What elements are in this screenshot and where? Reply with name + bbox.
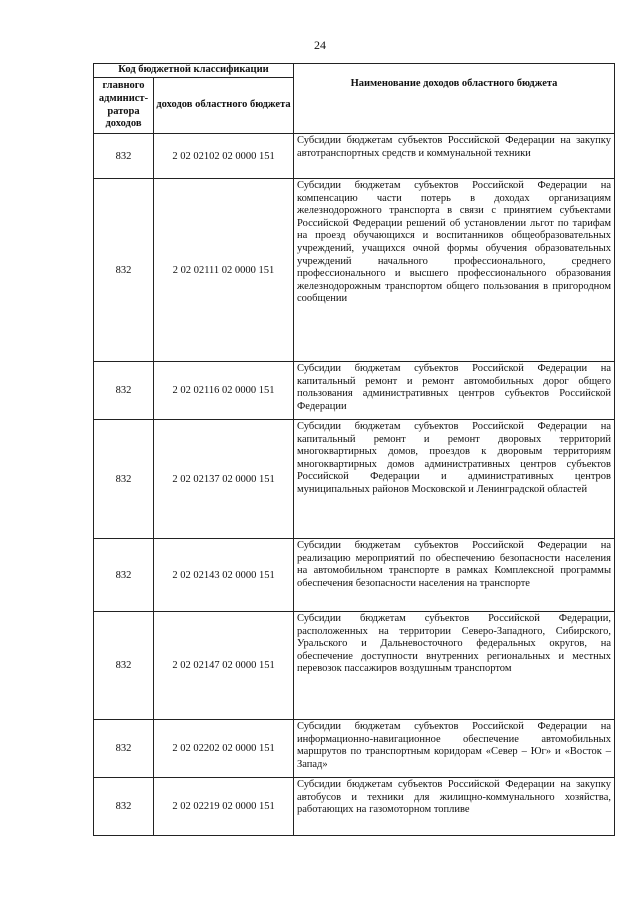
admin-code-cell: 832 [94,362,154,420]
admin-code-cell: 832 [94,134,154,179]
table-row [94,179,615,362]
header-revenue-code: доходов областного бюджета [154,78,294,134]
revenue-code-cell: 2 02 02147 02 0000 151 [154,612,294,720]
table-row [94,420,615,539]
revenue-name-cell: Субсидии бюджетам субъектов Российской Федерации, расположенных на территории Северо-Западного, Сибирского, Уральского и Дальневосточного федеральных округов, на обеспечение доступности внутренних региональных и местных перевозок пассажиров воздушным транспортом [294,612,615,720]
page-number: 24 [314,38,326,52]
revenue-name-cell: Субсидии бюджетам субъектов Российской Федерации на реализацию мероприятий по обеспечению безопасности населения на автомобильном транспорте в рамках Комплексной программы обеспечения безопасности населения на транспорте [294,539,615,612]
revenue-name-cell: Субсидии бюджетам субъектов Российской Федерации на информационно-навигационное обеспечение автомобильных маршрутов по транспортным коридорам «Север – Юг» и «Восток – Запад» [294,720,615,778]
revenue-code-cell: 2 02 02102 02 0000 151 [154,134,294,179]
revenue-name-cell: Субсидии бюджетам субъектов Российской Федерации на закупку автотранспортных средств и коммунальной техники [294,134,615,179]
revenue-code-cell: 2 02 02143 02 0000 151 [154,539,294,612]
admin-code-cell: 832 [94,720,154,778]
admin-code-cell: 832 [94,539,154,612]
header-admin-code: главного админист-ратора доходов [94,78,154,134]
table-row [94,134,615,179]
table-row [94,612,615,720]
header-budget-classification: Код бюджетной классификации [94,64,294,78]
revenue-code-cell: 2 02 02219 02 0000 151 [154,778,294,836]
revenue-name-cell: Субсидии бюджетам субъектов Российской Федерации на капитальный ремонт и ремонт автомобильных дорог общего пользования административных центров субъектов Российской Федерации [294,362,615,420]
revenue-code-cell: 2 02 02137 02 0000 151 [154,420,294,539]
header-revenue-name: Наименование доходов областного бюджета [294,64,615,134]
table-row [94,720,615,778]
revenue-code-cell: 2 02 02111 02 0000 151 [154,179,294,362]
admin-code-cell: 832 [94,778,154,836]
table-row [94,362,615,420]
revenue-name-cell: Субсидии бюджетам субъектов Российской Федерации на капитальный ремонт и ремонт дворовых территорий многоквартирных домов, проездов к дворовым территориям многоквартирных домов административных центров субъектов Российской Федерации и административных центров муниципальных районов Московской и Ленинградской областей [294,420,615,539]
admin-code-cell: 832 [94,179,154,362]
budget-codes-table [93,63,615,836]
revenue-code-cell: 2 02 02116 02 0000 151 [154,362,294,420]
admin-code-cell: 832 [94,420,154,539]
revenue-name-cell: Субсидии бюджетам субъектов Российской Федерации на закупку автобусов и техники для жилищно-коммунального хозяйства, работающих на газомоторном топливе [294,778,615,836]
table-row [94,539,615,612]
revenue-code-cell: 2 02 02202 02 0000 151 [154,720,294,778]
table-row [94,778,615,836]
admin-code-cell: 832 [94,612,154,720]
revenue-name-cell: Субсидии бюджетам субъектов Российской Федерации на компенсацию части потерь в доходах организациям железнодорожного транспорта в связи с принятием субъектами Российской Федерации решений об установлении льгот по тарифам на проезд обучающихся и воспитанников общеобразовательных учреждений, учащихся очной формы обучения образовательных учреждений начального профессионального, среднего профессионального и высшего профессионального образования железнодорожным транспортом общего пользования в пригородном сообщении [294,179,615,362]
